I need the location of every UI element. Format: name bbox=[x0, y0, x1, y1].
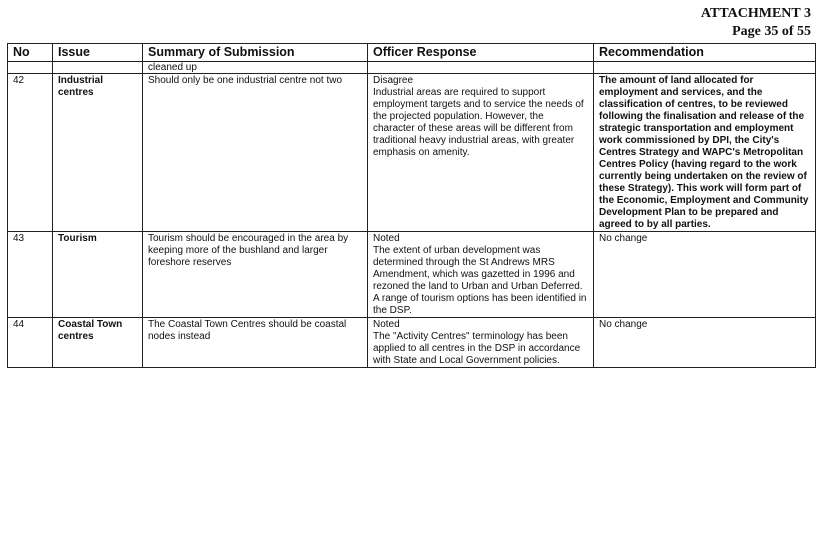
cell-issue bbox=[53, 62, 143, 74]
cell-no: 44 bbox=[8, 318, 53, 368]
cell-summary: The Coastal Town Centres should be coastal nodes instead bbox=[143, 318, 368, 368]
cell-issue: Tourism bbox=[53, 232, 143, 318]
table-row bbox=[8, 74, 816, 232]
page-number: Page 35 of 55 bbox=[732, 24, 811, 39]
response-status: Noted bbox=[373, 233, 400, 244]
cell-summary: cleaned up bbox=[143, 62, 368, 74]
cell-recommendation: No change bbox=[594, 232, 816, 318]
column-header-officer-response: Officer Response bbox=[368, 44, 594, 62]
cell-summary: Should only be one industrial centre not two bbox=[143, 74, 368, 232]
cell-no bbox=[8, 62, 53, 74]
column-header-recommendation: Recommendation bbox=[594, 44, 816, 62]
cell-no: 42 bbox=[8, 74, 53, 232]
column-header-issue: Issue bbox=[53, 44, 143, 62]
response-status: Disagree bbox=[373, 75, 414, 86]
response-status: Noted bbox=[373, 319, 400, 330]
response-text: Industrial areas are required to support employment targets and to service the needs of the projected population. However, the character of these areas will be different from traditional heavy industrial areas, with greater emphasis on amenity. bbox=[373, 87, 584, 158]
cell-officer-response bbox=[368, 62, 594, 74]
cell-summary: Tourism should be encouraged in the area by keeping more of the bushland and larger foreshore reserves bbox=[143, 232, 368, 318]
cell-officer-response bbox=[368, 232, 594, 318]
table-row bbox=[8, 232, 816, 318]
column-header-no: No bbox=[8, 44, 53, 62]
response-text: A range of tourism options has been identified in the DSP. bbox=[373, 293, 587, 316]
cell-recommendation bbox=[594, 62, 816, 74]
response-text: The extent of urban development was determined through the St Andrews MRS Amendment, which was gazetted in 1996 and rezoned the land to Urban and Urban Deferred. bbox=[373, 245, 583, 292]
cell-recommendation: The amount of land allocated for employment and services, and the classification of centres, to be reviewed following the finalisation and release of the strategic transportation and employment work commissioned by DPI, the City's Centres Strategy and WAPC's Metropolitan Centres Policy (having regard to the work currently being undertaken on the review of these Strategy). This work will form part of the Economic, Employment and Community Development Plan to be prepared and agreed to by all parties. bbox=[594, 74, 816, 232]
submissions-table bbox=[7, 43, 816, 368]
table-header-row bbox=[8, 44, 816, 62]
cell-issue: Coastal Town centres bbox=[53, 318, 143, 368]
cell-officer-response bbox=[368, 74, 594, 232]
cell-recommendation: No change bbox=[594, 318, 816, 368]
table-row-continuation bbox=[8, 62, 816, 74]
attachment-label: ATTACHMENT 3 bbox=[700, 6, 811, 21]
cell-no: 43 bbox=[8, 232, 53, 318]
cell-issue: Industrial centres bbox=[53, 74, 143, 232]
column-header-summary: Summary of Submission bbox=[143, 44, 368, 62]
response-text: The "Activity Centres" terminology has been applied to all centres in the DSP in accordance with State and Local Government policies. bbox=[373, 331, 581, 366]
cell-officer-response bbox=[368, 318, 594, 368]
table-row bbox=[8, 318, 816, 368]
